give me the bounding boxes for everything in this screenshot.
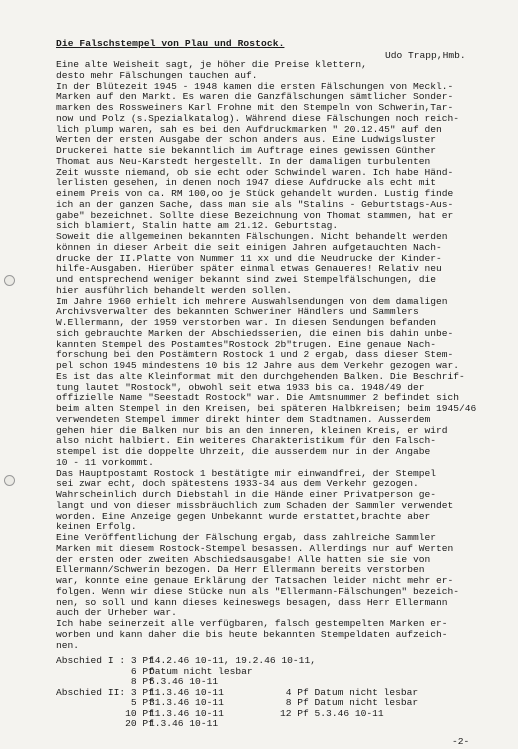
text-line: gehen hier die Balken nur bis an den inneren, kleinen Kreis, er wird — [56, 424, 448, 436]
stamp-value: Abschied I : 3 Pf — [56, 655, 154, 666]
postmark-date: 5.3.46 10-11 — [149, 676, 219, 687]
stamp-value: Abschied II: 3 Pf — [56, 686, 154, 698]
text-line: verwendeten Stempel immer direkt hinter dem Stadtnamen. Ausserdem — [56, 413, 431, 425]
text-line: Im Jahre 1960 erhielt ich mehrere Auswahlsendungen von dem damaligen — [56, 295, 448, 307]
text-line: war, konnte eine genaue Erklärung der Tatsachen leider nicht mehr er- — [56, 575, 454, 586]
text-line: nen. — [56, 639, 80, 651]
postmark-date-second: 8 Pf Datum nicht lesbar — [280, 697, 419, 708]
postmark-date: Datum nicht lesbar — [149, 665, 253, 677]
text-line: nen, so soll und kann dieses keineswegs besagen, dass Herr Ellermann — [56, 596, 448, 608]
text-line: also nicht halbiert. Ein weiteres Charakteristikum für den Falsch- — [56, 435, 436, 447]
text-line: gabe" bezeichnet. Sollte diese Bezeichnung von Thomat stammen, hat er — [56, 209, 454, 221]
text-line: Eine Veröffentlichung der Fälschung ergab, dass zahlreiche Sammler — [56, 532, 436, 543]
text-line: Ellermann/Schwerin bezogen. Da Herr Ellermann bereits verstorben — [56, 564, 425, 576]
text-line: keinen Erfolg. — [56, 521, 137, 533]
punch-hole-top — [4, 275, 15, 286]
author-name: Udo Trapp,Hmb. — [385, 50, 466, 61]
text-line: Werten der ersten Ausgabe der schon anders aus. Eine Ludwigsluster — [56, 134, 436, 146]
text-line: stempel ist die doppelte Uhrzeit, die ausserdem nur in der Angabe — [56, 446, 431, 457]
postmark-date: 11.3.46 10-11 — [149, 707, 224, 719]
punch-hole-bottom — [4, 475, 15, 486]
text-line: worben und kann daher die bis heute bekannten Stempeldaten aufzeich- — [56, 628, 448, 640]
text-line: der ersten oder zweiten Abschiedsausgabe! Alle hatten sie sie von — [56, 553, 431, 565]
text-line: marken des Rossweiners Karl Frohne mit den Stempeln von Schwerin,Tar- — [56, 102, 454, 113]
text-line: folgen. Wenn wir diese Stücke nun als "Ellermann-Fälschungen" bezeich- — [56, 585, 460, 597]
text-line: Druckerei hatte sie bekanntlich im Auftrage eines gewissen Günther — [56, 145, 436, 156]
text-line: Ich habe seinerzeit alle verfügbaren, falsch gestempelten Marken er- — [56, 618, 448, 629]
text-line: desto mehr Fälschungen tauchen auf. — [56, 69, 258, 81]
text-line: drucke der II.Platte von Nummer 11 xx und die Neudrucke der Kinder- — [56, 252, 442, 264]
text-line: können in dieser Arbeit die seit einigen Jahren aufgetauchten Nach- — [56, 241, 442, 253]
text-line: Archivsverwalter des bekannten Schweriner Händlers und Sammlers — [56, 306, 419, 318]
stamp-value: 5 Pf — [56, 697, 154, 708]
text-line: pel schon 1945 mindestens 10 bis 12 Jahre aus dem Verkehr gezogen war. — [56, 360, 460, 371]
text-line: Es ist das alte Kleinformat mit den durchgehenden Balken. Die Beschrif- — [56, 370, 465, 382]
postmark-dates-list — [56, 656, 511, 730]
text-line: Marken auf den Markt. Es waren die Ganzfälschungen sämtlicher Sonder- — [56, 91, 454, 103]
stamp-value: 20 Pf — [56, 718, 154, 729]
text-line: auch der Urheber war. — [56, 607, 177, 619]
text-line: offizielle Name "Seestadt Rostock" war. Die Amtsnummer 2 befindet sich — [56, 392, 460, 404]
text-line: lerlisten gesehen, in denen noch 1947 diese Aufdrucke als echt mit — [56, 177, 436, 189]
text-line: worden. Eine Anzeige gegen Unbekannt wurde erstattet,brachte aber — [56, 510, 431, 522]
stamp-value: 10 Pf — [56, 707, 154, 719]
text-line: W.Ellermann, der 1959 verstorben war. In diesen Sendungen befanden — [56, 317, 436, 328]
text-line: Eine alte Weisheit sagt, je höher die Preise klettern, — [56, 59, 367, 70]
postmark-row — [56, 677, 511, 688]
postmark-row — [56, 698, 511, 709]
text-line: Soweit die allgemeinen bekannten Fälschungen. Nicht behandelt werden — [56, 231, 448, 242]
text-line: Thomat aus Neu-Karstedt hergestellt. In der damaligen turbulenten — [56, 155, 431, 167]
stamp-value: 6 Pf — [56, 665, 154, 677]
text-line: now und Polz (s.Spezialkatalog). Während diese Fälschungen noch reich- — [56, 112, 460, 124]
postmark-date-second: 12 Pf 5.3.46 10-11 — [280, 707, 384, 719]
text-line: einem Preis von ca. RM 100,oo je Stück gehandelt wurden. Lustig finde — [56, 188, 454, 199]
text-line: sich blamiert, Stalin hatte am 21.12. Geburtstag. — [56, 220, 339, 232]
text-line: Zeit wusste niemand, ob sie echt oder Schwindel waren. Ich habe Händ- — [56, 166, 454, 178]
text-line: In der Blütezeit 1945 - 1948 kamen die ersten Fälschungen von Meckl.- — [56, 80, 454, 92]
postmark-date: 31.3.46 10-11 — [149, 697, 224, 708]
postmark-date: 11.3.46 10-11 — [149, 686, 224, 698]
page-number: -2- — [452, 736, 470, 747]
stamp-value: 8 Pf — [56, 676, 154, 687]
text-line: sei zwar echt, doch spätestens 1933-34 aus dem Verkehr gezogen. — [56, 478, 419, 490]
text-line: langt und von dieser missbräuchlich zum Schaden der Sammler verwendet — [56, 499, 454, 511]
text-line: Marken mit diesem Rostock-Stempel besassen. Allerdings nur auf Werten — [56, 542, 454, 554]
body-text — [56, 60, 511, 651]
text-line: und entsprechend weniger bekannt sind zwei Stempelfälschungen, die — [56, 274, 436, 285]
postmark-date-second: 4 Pf Datum nicht lesbar — [280, 686, 419, 698]
text-line: 10 - 11 vorkommt. — [56, 456, 154, 468]
text-line: forschung bei den Postämtern Rostock 1 und 2 ergab, dass dieser Stem- — [56, 349, 454, 361]
text-line: Wahrscheinlich durch Diebstahl in die Hände einer Privatperson ge- — [56, 489, 436, 500]
text-line: kannten Stempel des Postamtes"Rostock 2b"trugen. Eine genaue Nach- — [56, 338, 436, 350]
postmark-row — [56, 656, 511, 667]
postmark-date: 14.2.46 10-11, 19.2.46 10-11, — [149, 655, 316, 666]
text-line: lich plump waren, sah es bei den Aufdruckmarken " 20.12.45" auf den — [56, 123, 442, 135]
text-line: Das Hauptpostamt Rostock 1 bestätigte mir einwandfrei, der Stempel — [56, 467, 436, 479]
text-line: hilfe-Ausgaben. Hierüber später einmal etwas Genaueres! Relativ neu — [56, 263, 442, 275]
postmark-row — [56, 719, 511, 730]
text-line: beim alten Stempel in den Kreisen, bei späteren Halbkreisen; beim 1945/46 — [56, 403, 477, 414]
document-title: Die Falschstempel von Plau und Rostock. — [56, 38, 285, 49]
text-line: hier ausführlich behandelt werden sollen. — [56, 284, 293, 296]
postmark-date: 1.3.46 10-11 — [149, 718, 219, 729]
text-line: tung lautet "Rostock", obwohl seit etwa 1933 bis ca. 1948/49 der — [56, 381, 425, 393]
text-line: ich an der ganzen Sache, dass man sie als "Stalins - Geburtstags-Aus- — [56, 198, 454, 210]
text-line: sich gebrauchte Marken der Abschiedsserien, die einen bis dahin unbe- — [56, 327, 454, 339]
